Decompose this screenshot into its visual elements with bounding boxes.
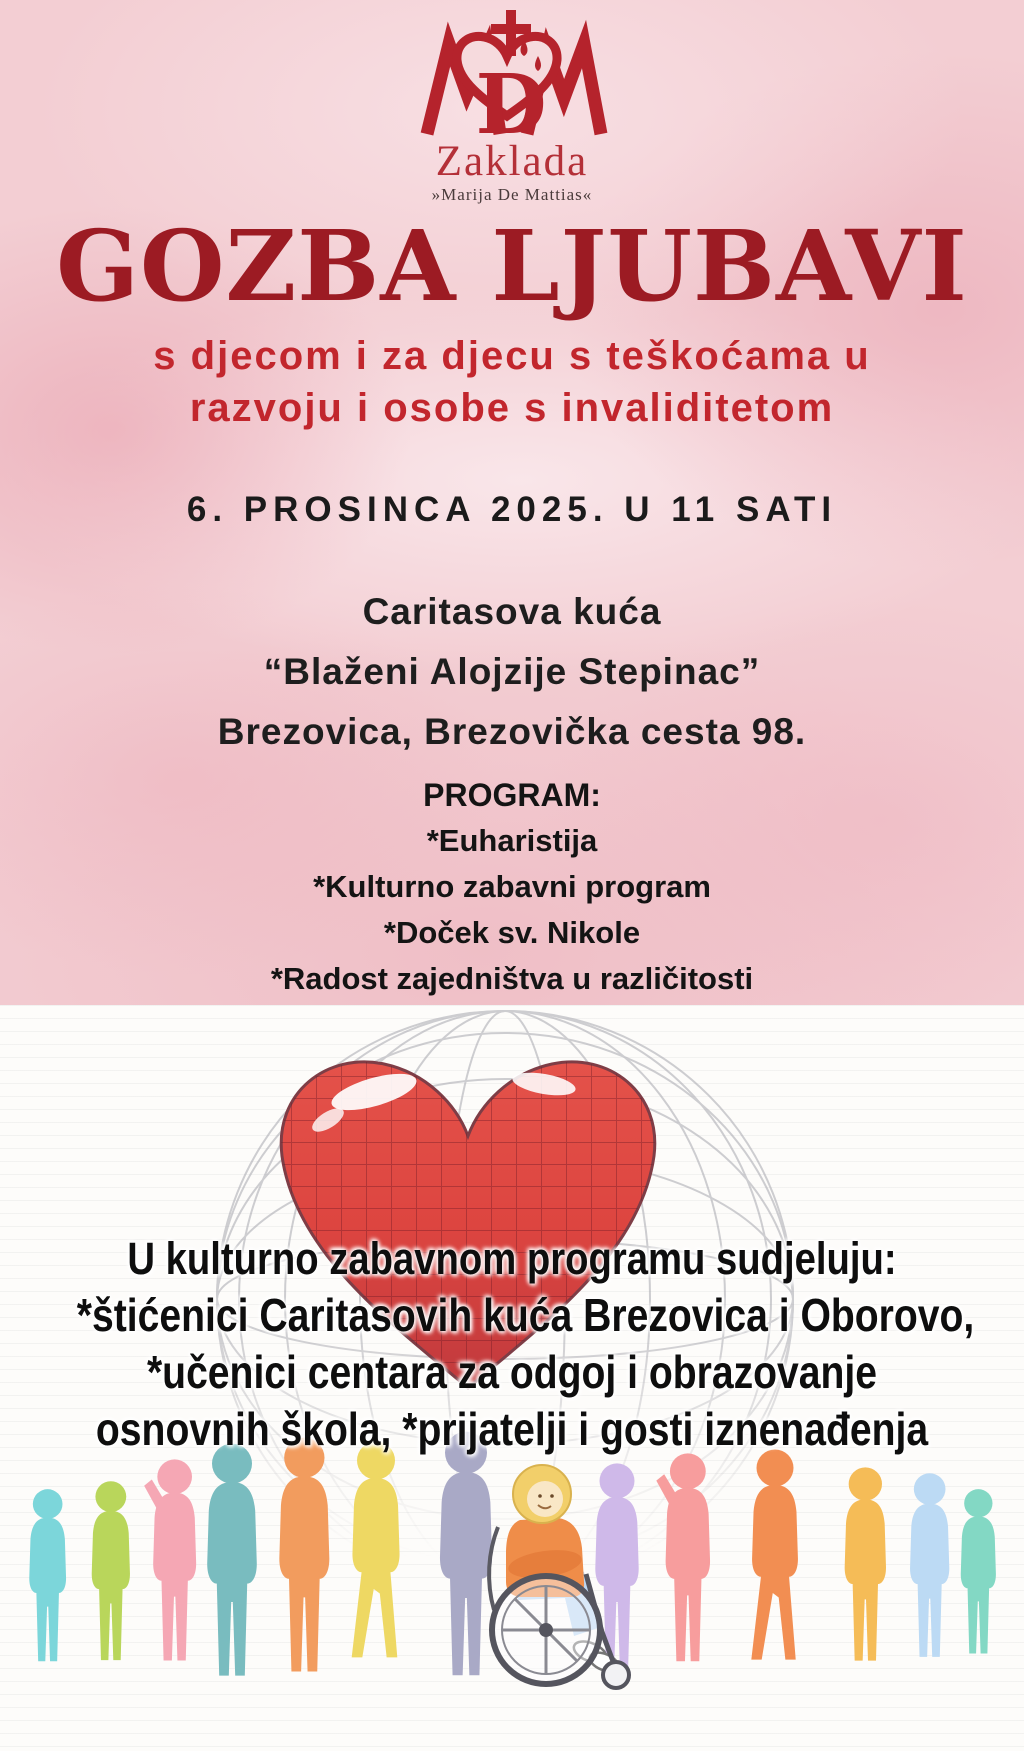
mdm-logo xyxy=(407,6,617,146)
person-silhouette xyxy=(144,1459,196,1660)
organization-subtitle: »Marija De Mattias« xyxy=(431,185,593,204)
subtitle-line-1: s djecom i za djecu s teškoćama u xyxy=(153,334,871,378)
wheelchair-person-illustration xyxy=(468,1432,648,1700)
program-heading: PROGRAM: xyxy=(423,777,601,813)
venue-name: Caritasova kuća xyxy=(362,591,662,632)
program-item: *Doček sv. Nikole xyxy=(383,915,641,950)
person-silhouette xyxy=(910,1473,949,1657)
face xyxy=(527,1481,563,1517)
poster-title: GOZBA LJUBAVI xyxy=(56,209,968,323)
logo-letter-d: D xyxy=(475,57,547,146)
participants-line-3: osnovnih škola, *prijatelji i gosti iznenađenja xyxy=(95,1403,929,1455)
event-datetime: 6. PROSINCA 2025. U 11 SATI xyxy=(186,490,838,529)
wheelchair-caster xyxy=(603,1662,629,1688)
person-silhouette xyxy=(279,1438,329,1672)
participants-heading: U kulturno zabavnom programu sudjeluju: xyxy=(127,1233,897,1284)
participants-line-1: *štićenici Caritasovih kuća Brezovica i Oborovo, xyxy=(76,1289,975,1341)
participants-line-2: *učenici centara za odgoj i obrazovanje xyxy=(146,1346,878,1398)
subtitle-line-2: razvoju i osobe s invaliditetom xyxy=(189,386,835,430)
person-silhouette xyxy=(207,1444,257,1676)
organization-name: Zaklada xyxy=(435,138,589,185)
person-silhouette xyxy=(29,1489,66,1661)
venue-house: “Blaženi Alojzije Stepinac” xyxy=(263,651,761,692)
venue-block xyxy=(0,582,1024,762)
poster-subtitle xyxy=(0,330,1024,434)
program-item: *Kulturno zabavni program xyxy=(313,869,711,904)
participants-block xyxy=(0,1230,1024,1458)
person-silhouette xyxy=(751,1449,798,1659)
program-item: *Radost zajedništva u različitosti xyxy=(270,961,754,996)
poster-bottom-section xyxy=(0,1005,1024,1751)
person-silhouette xyxy=(961,1489,996,1653)
person-silhouette xyxy=(845,1467,886,1660)
program-block xyxy=(0,772,1024,1002)
venue-address: Brezovica, Brezovička cesta 98. xyxy=(217,711,807,752)
person-silhouette xyxy=(656,1453,710,1661)
person-silhouette xyxy=(352,1442,400,1658)
program-item: *Euharistija xyxy=(426,823,598,858)
person-silhouette xyxy=(92,1481,130,1660)
wheelchair-wheel xyxy=(492,1576,600,1684)
